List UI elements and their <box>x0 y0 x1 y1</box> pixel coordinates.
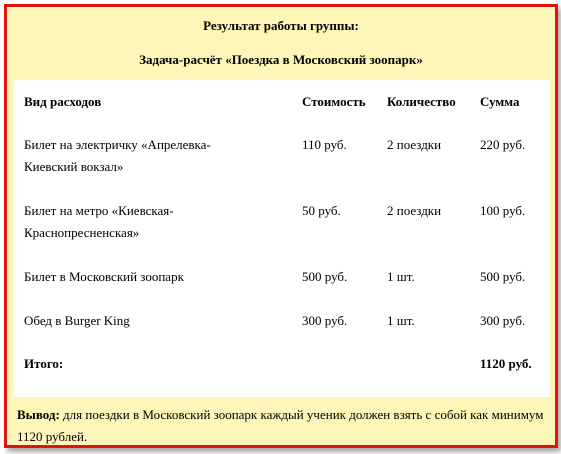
result-card <box>4 4 558 448</box>
header-quantity: Количество <box>387 94 456 109</box>
row-cost: 110 руб. <box>302 137 347 152</box>
row-item: Билет на метро «Киевская- <box>24 203 174 218</box>
row-cost: 50 руб. <box>302 203 341 218</box>
header-sum: Сумма <box>480 94 520 109</box>
total-label: Итого: <box>24 356 64 371</box>
header-cost: Стоимость <box>302 94 366 109</box>
row-item-cont: Краснопресненская» <box>24 225 140 240</box>
row-item-cont: Киевский вокзал» <box>24 159 124 174</box>
row-sum: 100 руб. <box>480 203 526 218</box>
card-title: Результат работы группы: <box>203 18 359 33</box>
row-sum: 220 руб. <box>480 137 526 152</box>
row-quantity: 2 поездки <box>387 203 442 218</box>
row-item: Билет на электричку «Апрелевка- <box>24 137 211 152</box>
conclusion-text: для поездки в Московский зоопарк каждый ученик должен взять с собой как минимум 1120 рублей. <box>17 407 544 444</box>
row-item: Обед в Burger King <box>24 313 130 328</box>
task-title: Задача-расчёт «Поездка в Московский зоопарк» <box>139 52 423 67</box>
row-quantity: 1 шт. <box>387 269 415 284</box>
row-quantity: 2 поездки <box>387 137 442 152</box>
expenses-table <box>14 80 550 397</box>
row-cost: 500 руб. <box>302 269 348 284</box>
conclusion-label: Вывод: <box>17 407 60 422</box>
header-item: Вид расходов <box>24 94 102 109</box>
row-quantity: 1 шт. <box>387 313 415 328</box>
row-sum: 500 руб. <box>480 269 526 284</box>
total-value: 1120 руб. <box>480 356 532 371</box>
row-cost: 300 руб. <box>302 313 348 328</box>
conclusion <box>17 404 547 448</box>
row-item: Билет в Московский зоопарк <box>24 269 184 284</box>
row-sum: 300 руб. <box>480 313 526 328</box>
